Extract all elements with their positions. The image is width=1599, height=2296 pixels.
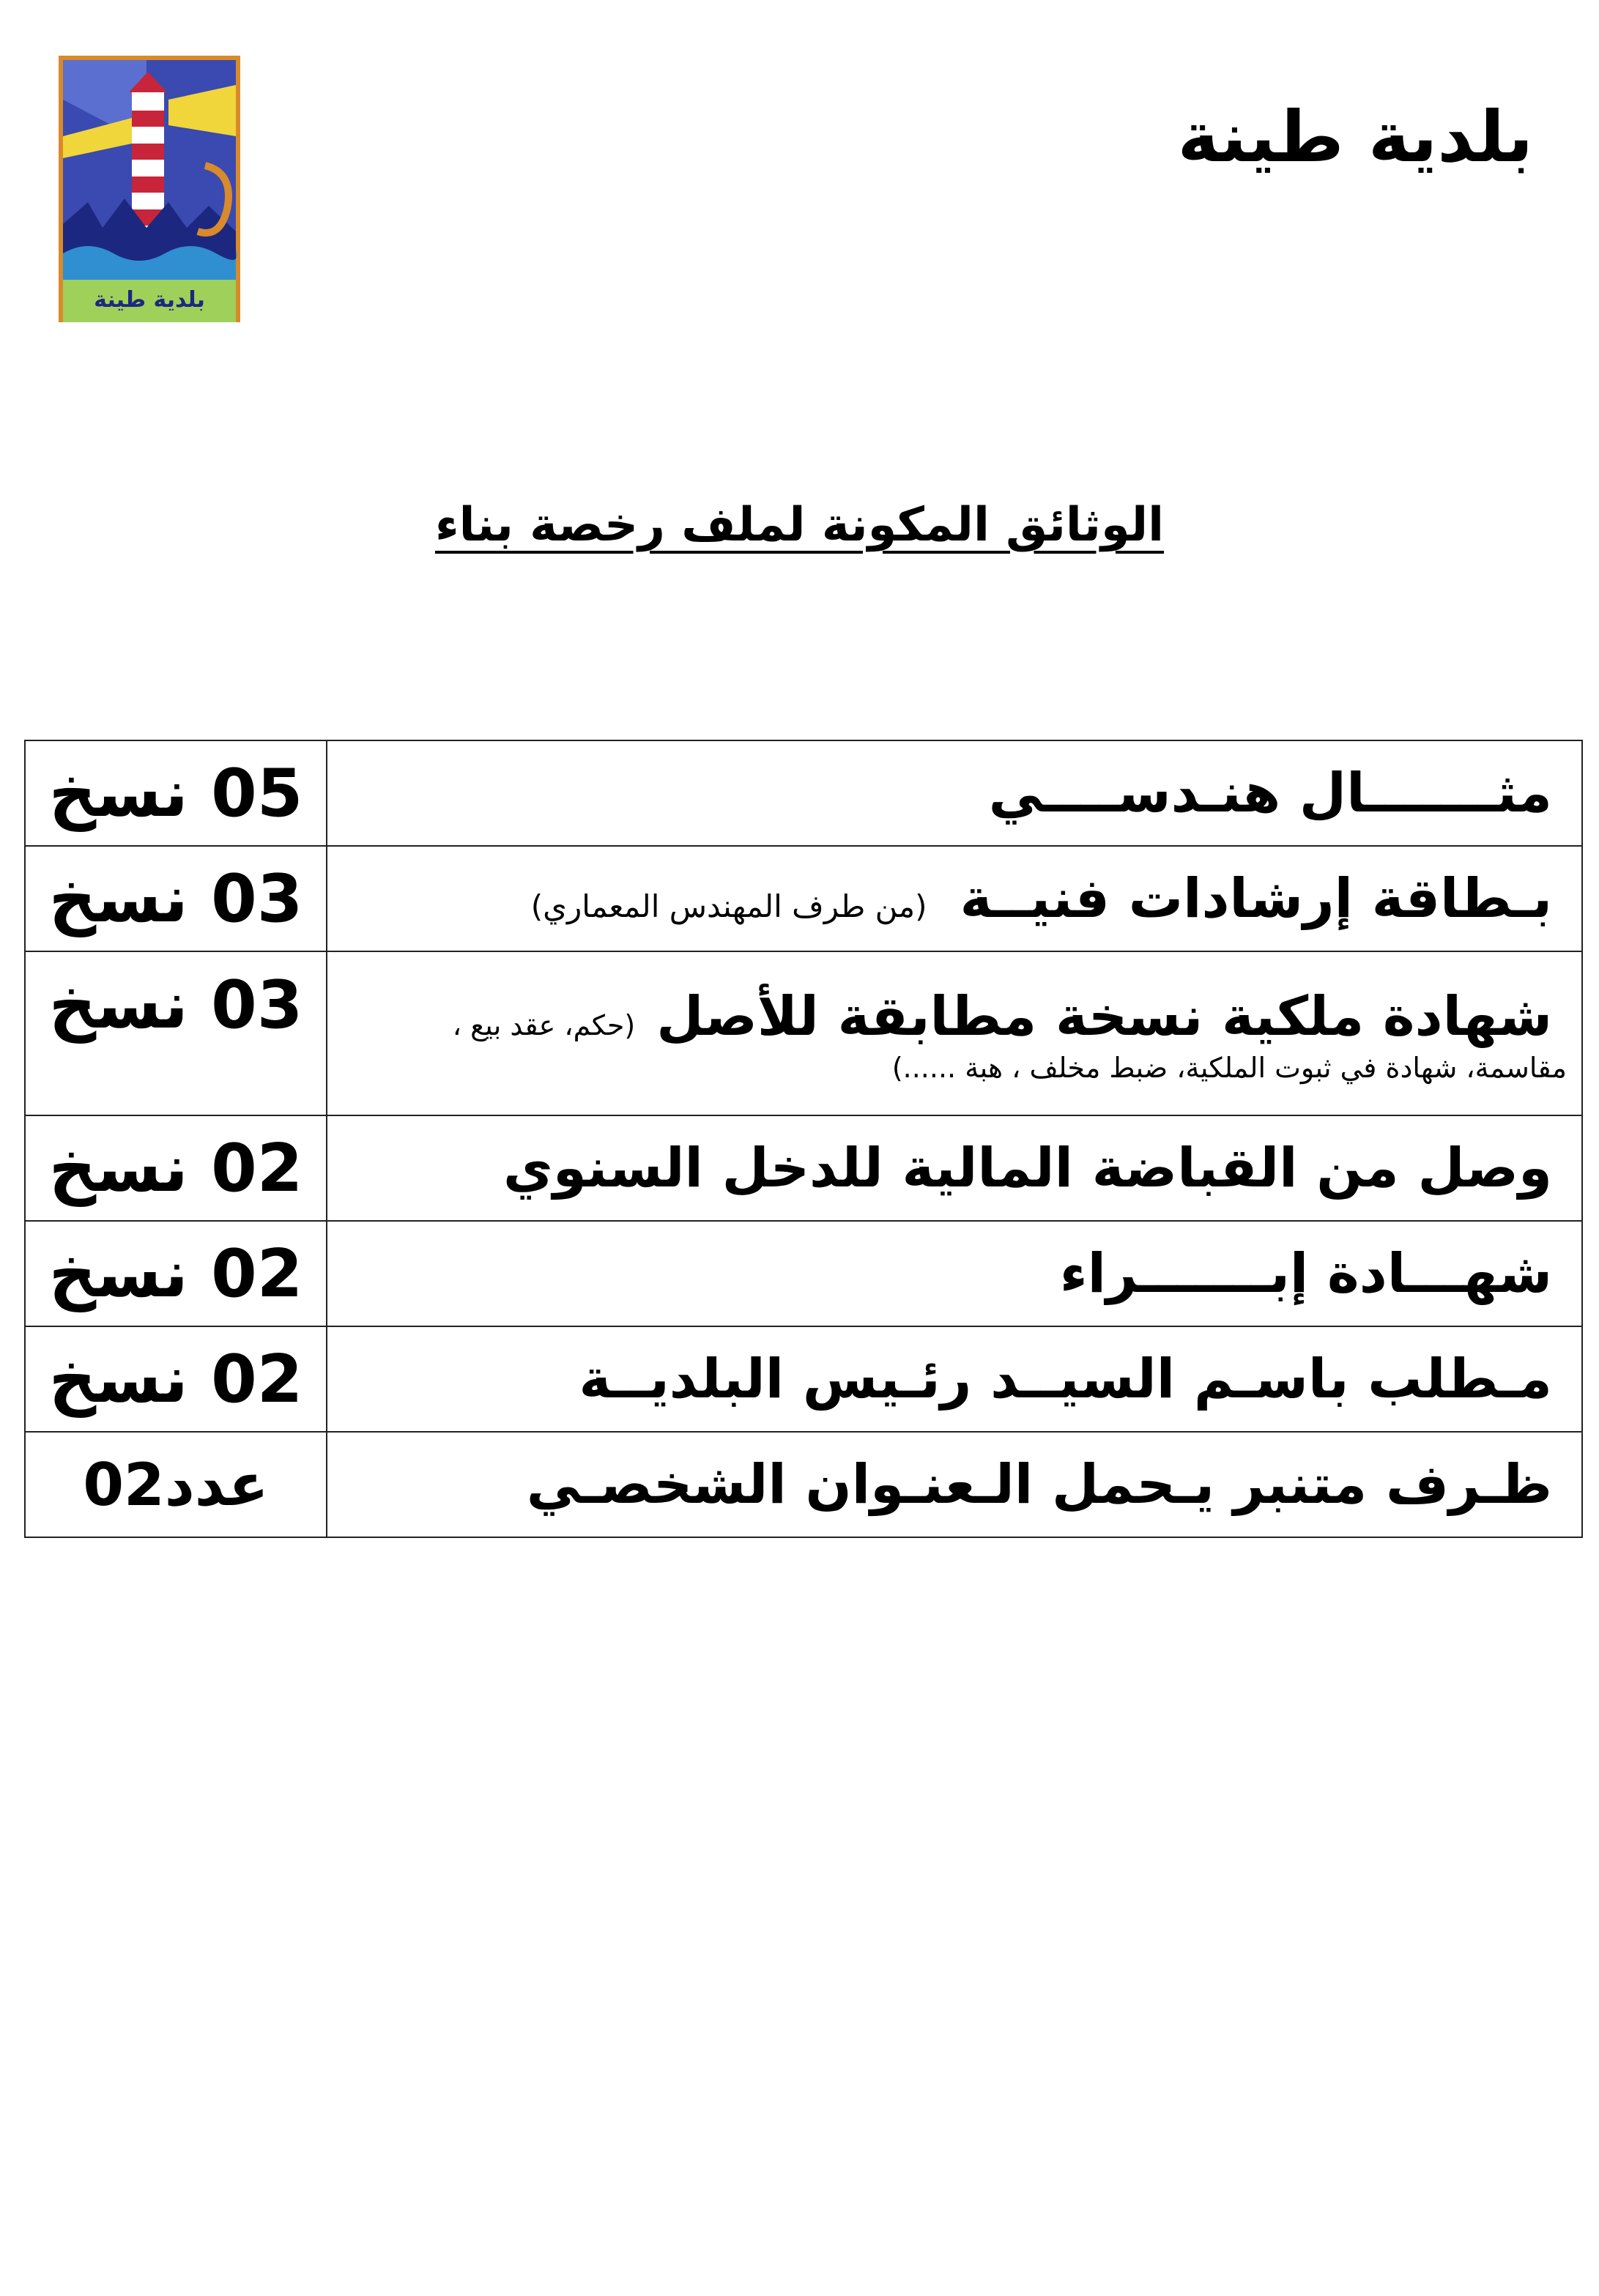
- row-item-note-continued: مقاسمة، شهادة في ثبوت الملكية، ضبط مخلف ، هبة ......): [891, 1052, 1567, 1085]
- documents-table: [24, 740, 1583, 1538]
- row-quantity: عدد02: [25, 1432, 327, 1537]
- table-row: [25, 740, 1582, 846]
- row-item-label: شهـــادة إبـــــــراء: [1059, 1242, 1552, 1305]
- row-quantity: 03 نسخ: [25, 846, 327, 951]
- row-quantity: 05 نسخ: [25, 740, 327, 846]
- document-title-text: الوثائق المكونة لملف رخصة بناء: [434, 498, 1165, 552]
- row-item-label: ظـرف متنبر يـحمل الـعنـوان الشخصـي: [526, 1453, 1552, 1516]
- row-item: [327, 1221, 1582, 1326]
- row-item: [327, 1115, 1582, 1221]
- row-quantity: 02 نسخ: [25, 1115, 327, 1221]
- table-row: [25, 951, 1582, 1115]
- row-item-note: (من طرف المهندس المعماري): [530, 888, 927, 924]
- row-item: [327, 846, 1582, 951]
- row-quantity: 02 نسخ: [25, 1326, 327, 1432]
- municipality-logo: [59, 56, 240, 322]
- row-item: [327, 740, 1582, 846]
- document-title: [0, 498, 1599, 552]
- table-row: [25, 1221, 1582, 1326]
- table-row: [25, 1115, 1582, 1221]
- row-item: [327, 1326, 1582, 1432]
- table-row: [25, 846, 1582, 951]
- table-row: [25, 1326, 1582, 1432]
- row-quantity: 02 نسخ: [25, 1221, 327, 1326]
- row-item-label: مثـــــــال هنـدســــي: [988, 762, 1552, 825]
- organization-name: بلدية طينة: [1177, 96, 1533, 178]
- row-quantity: 03 نسخ: [25, 951, 327, 1115]
- table-row: [25, 1432, 1582, 1537]
- row-item-label: وصل من القباضة المالية للدخل السنوي: [503, 1137, 1552, 1200]
- logo-text: بلدية طينة: [94, 287, 205, 313]
- row-item: [327, 951, 1582, 1115]
- row-item-label: شهادة ملكية نسخة مطابقة للأصل: [656, 985, 1552, 1049]
- row-item-label: بـطاقة إرشادات فنيــة: [960, 867, 1552, 930]
- row-item-note: (حكم، عقد بيع ،: [452, 1009, 636, 1042]
- row-item: [327, 1432, 1582, 1537]
- row-item-label: مـطلب باسـم السيــد رئـيس البلديــة: [579, 1348, 1552, 1411]
